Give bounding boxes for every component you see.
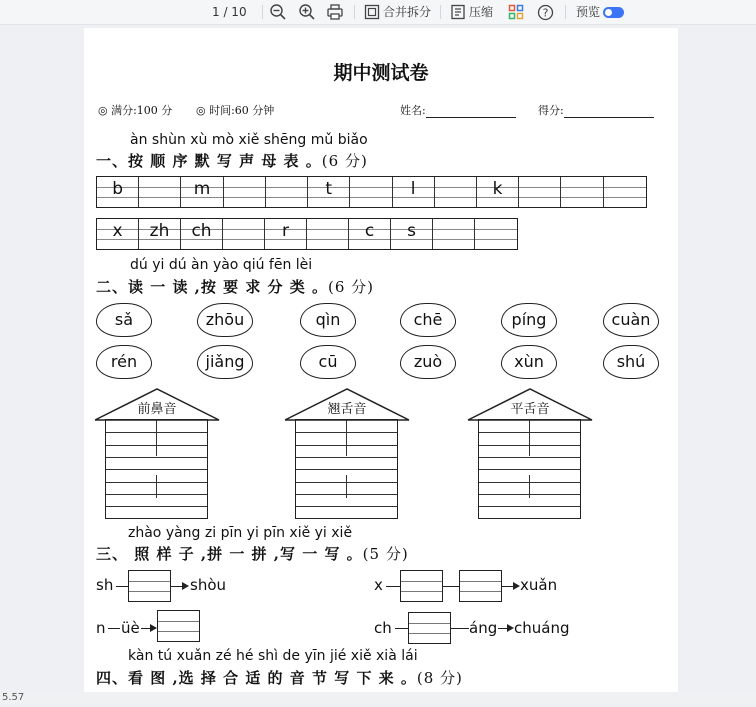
q3-ex4-initial: ch: [374, 619, 392, 637]
toolbar-divider: [262, 5, 263, 19]
house-body: [478, 419, 581, 519]
syllable-cloud: cū: [300, 345, 356, 379]
zoom-in-icon[interactable]: [298, 3, 316, 21]
q1-pinyin: àn shùn xù mò xiě shēng mǔ biǎo: [130, 132, 368, 148]
help-icon[interactable]: [537, 3, 554, 21]
q1-writing-grid-row1: [96, 176, 647, 208]
sort-house: [284, 387, 410, 523]
grid-cell: [393, 177, 435, 207]
page-indicator[interactable]: 1 / 10: [212, 5, 247, 19]
q2-heading-text: 二、读 一 读 ,按 要 求 分 类 。: [96, 278, 329, 296]
grid-cell: [265, 219, 307, 249]
syllable-cloud: shú: [603, 345, 659, 379]
arrow-line: [386, 586, 400, 587]
grid-cell: [433, 219, 475, 249]
merge-split-label: 合并拆分: [383, 5, 432, 19]
svg-text:?: ?: [542, 6, 549, 19]
q3-heading: [96, 543, 409, 564]
name-label: 姓名:: [400, 104, 426, 117]
full-score: ◎ 满分:100 分: [98, 104, 173, 117]
grid-cell: [181, 219, 223, 249]
q4-heading: [96, 667, 463, 688]
compress-button[interactable]: [450, 3, 493, 21]
grid-cell: [97, 177, 139, 207]
grid-cell: [435, 177, 477, 207]
document-page: [84, 28, 678, 692]
grid-letter: m: [193, 179, 211, 199]
grid-letter: s: [407, 221, 416, 241]
preview-label: 预览: [576, 5, 601, 19]
grid-cell: [181, 177, 223, 207]
grid-letter: ch: [191, 221, 212, 241]
q3-ex3-box: [157, 610, 200, 642]
status-text: 5.57: [2, 692, 25, 703]
q2-heading: [96, 276, 374, 297]
grid-cell: [307, 219, 349, 249]
syllable-cloud: cuàn: [603, 303, 659, 337]
q3-ex2-initial: x: [374, 576, 383, 594]
arrow-line: [395, 628, 408, 629]
sort-house: [467, 387, 593, 523]
arrow-head: [507, 624, 514, 632]
preview-switch[interactable]: [603, 7, 624, 18]
print-icon[interactable]: [326, 3, 344, 21]
q4-points: (8 分): [416, 669, 463, 687]
zoom-out-icon[interactable]: [269, 3, 287, 21]
grid-cell: [561, 177, 603, 207]
grid-cell: [266, 177, 308, 207]
grid-cell: [224, 177, 266, 207]
house-label: 翘舌音: [327, 402, 367, 417]
syllable-cloud: xùn: [501, 345, 557, 379]
house-body: [105, 419, 208, 519]
arrow-head: [182, 582, 189, 590]
grid-cell: [139, 219, 181, 249]
q1-heading-text: 一、按 顺 序 默 写 声 母 表 。: [96, 152, 322, 170]
syllable-cloud: zuò: [400, 345, 456, 379]
viewer-toolbar: [0, 0, 756, 25]
grid-cell: [477, 177, 519, 207]
syllable-cloud: zhōu: [197, 303, 253, 337]
grid-letter: l: [410, 179, 416, 199]
syllable-cloud: jiǎng: [197, 345, 253, 379]
grid-letter: zh: [149, 221, 170, 241]
q3-ex3-initial: n: [96, 619, 106, 637]
arrow-line: [108, 628, 120, 629]
syllable-cloud: rén: [96, 345, 152, 379]
grid-letter: k: [492, 179, 503, 199]
house-body: [295, 419, 398, 519]
q4-pinyin: kàn tú xuǎn zé hé shì de yīn jié xiě xià lái: [128, 648, 418, 664]
score-blank: [564, 106, 654, 118]
grid-letter: c: [364, 221, 375, 241]
grid-cell: [223, 219, 265, 249]
q3-pinyin: zhào yàng zi pīn yi pīn xiě yi xiě: [128, 525, 353, 541]
grid-cell: [349, 219, 391, 249]
score-field: [538, 102, 654, 118]
q4-heading-text: 四、看 图 ,选 择 合 适 的 音 节 写 下 来 。: [96, 669, 417, 687]
syllable-cloud: píng: [501, 303, 557, 337]
q2-pinyin: dú yi dú àn yào qiú fēn lèi: [130, 257, 313, 273]
page-title: 期中测试卷: [333, 62, 429, 84]
grid-cell: [475, 219, 517, 249]
compress-label: 压缩: [469, 5, 494, 19]
preview-toggle[interactable]: [576, 3, 624, 21]
q3-ex2-box2: [459, 570, 502, 602]
q3-ex1-initial: sh: [96, 576, 114, 594]
grid-cell: [350, 177, 392, 207]
q1-heading: [96, 150, 368, 171]
grid-letter: t: [325, 179, 333, 199]
merge-split-button[interactable]: [364, 3, 431, 21]
grid-cell: [391, 219, 433, 249]
arrow-head: [513, 582, 520, 590]
arrow-line: [116, 586, 128, 587]
syllable-cloud: chē: [400, 303, 456, 337]
score-label: 得分:: [538, 104, 564, 117]
merge-split-icon: [364, 4, 380, 20]
apps-grid-icon[interactable]: [508, 3, 524, 21]
house-label: 前鼻音: [137, 402, 177, 417]
grid-cell: [139, 177, 181, 207]
q3-ex2-box1: [400, 570, 443, 602]
compress-icon: [450, 4, 466, 20]
q3-ex1-result: shòu: [190, 576, 227, 594]
grid-letter: x: [112, 221, 123, 241]
sort-house: [94, 387, 220, 523]
q3-ex4-box: [408, 612, 451, 644]
arrow-head: [150, 624, 157, 632]
grid-letter: r: [282, 221, 289, 241]
q3-ex1-box: [128, 570, 171, 602]
q1-writing-grid-row2: [96, 218, 518, 250]
name-field: [400, 102, 516, 118]
q3-ex4-final: áng: [469, 619, 498, 637]
grid-letter: b: [112, 179, 123, 199]
toolbar-divider: [565, 5, 566, 19]
q1-points: (6 分): [321, 152, 368, 170]
name-blank: [426, 106, 516, 118]
toolbar-divider: [440, 5, 441, 19]
q3-ex3-final: üè: [121, 619, 140, 637]
q3-ex2-result: xuǎn: [520, 576, 558, 594]
q2-points: (6 分): [328, 278, 375, 296]
arrow-line: [451, 628, 469, 629]
grid-cell: [97, 219, 139, 249]
toolbar-divider: [354, 5, 355, 19]
syllable-cloud: sǎ: [96, 303, 152, 337]
status-bar: [0, 694, 756, 704]
grid-cell: [519, 177, 561, 207]
time-limit: ◎ 时间:60 分钟: [196, 104, 275, 117]
q3-ex4-result: chuáng: [514, 619, 570, 637]
q3-points: (5 分): [362, 545, 409, 563]
grid-cell: [308, 177, 350, 207]
house-label: 平舌音: [510, 402, 550, 417]
arrow-line: [443, 586, 459, 587]
grid-cell: [604, 177, 646, 207]
syllable-cloud: qìn: [300, 303, 356, 337]
q3-heading-text: 三、 照 样 子 ,拼 一 拼 ,写 一 写 。: [96, 545, 363, 563]
